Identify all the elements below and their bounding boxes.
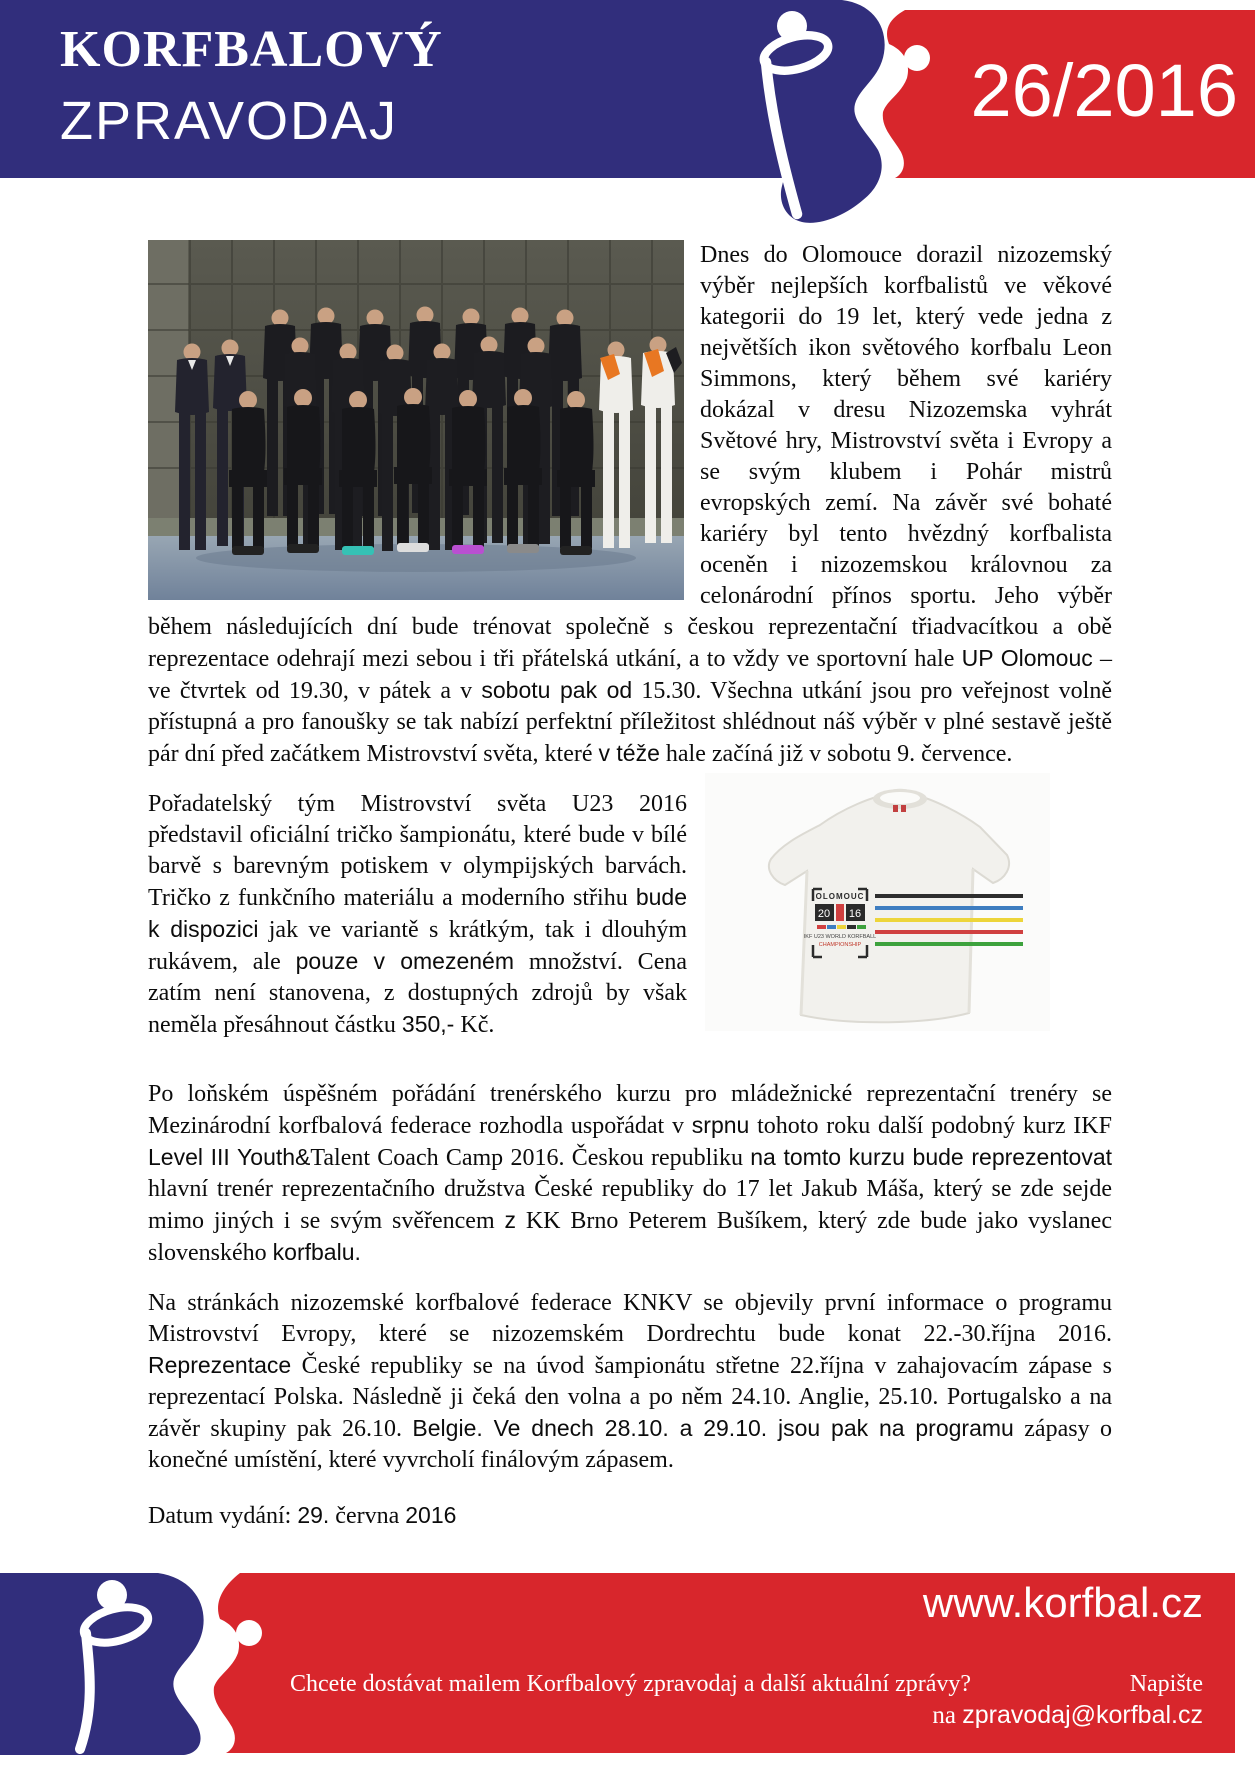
paragraph-coach-camp-text: Po loňském úspěšném pořádání trenérského kurzu pro mládežnické reprezentační trenéry se Mezinárodní korfbalová federace rozhodla uspořádat v srpnu tohoto roku další podobný kurz IKF Level III Youth&Talent Coach Camp 2016. Českou republiku na tomto kurzu bude reprezentovat hlavní trenér reprezentačního družstva České republiky do 17 let Jakub Máša, který se zde sejde mimo jiných i se svým svěřencem z KK Brno Peterem Bušíkem, který zde bude jako vyslanec slovenského korfbalu. [148,1081,1113,1266]
team-photo [148,240,684,600]
paragraph-u19-visit [148,240,1112,770]
paragraph-euro-championship-text: Na stránkách nizozemské korfbalové federace KNKV se objevily první informace o programu Mistrovství Evropy, které se nizozemském Dordrechtu bude konat 22.-30.října 2016. Reprezentace České republiky se na úvod šampionátu střetne 22.října v zahajovacím zápase s reprezentací Polska. Následně ji čeká den volna a po něm 24.10. Anglie, 25.10. Portugalsko a na závěr skupiny pak 26.10. Belgie. Ve dnech 28.10. a 29.10. jsou pak na programu zápasy o konečné umístění, které vyvrcholí finálovým zápasem. [148,1290,1113,1473]
issue-number: 26/2016 [970,49,1238,132]
newsletter-footer [0,1573,1260,1755]
publication-date [148,1500,1112,1532]
svg-text:IKF U23 WORLD KORFBALL: IKF U23 WORLD KORFBALL [803,934,877,940]
paragraph-coach-camp [148,1079,1112,1269]
paragraph-shirt [148,789,1112,1041]
subscribe-email-link[interactable] [932,1701,1203,1730]
email-prefix: na [932,1702,963,1729]
svg-text:20: 20 [817,908,831,920]
team-photo-image [148,240,684,600]
newsletter-title-line2: ZPRAVODAJ [60,91,399,151]
shirt-image [705,773,1050,1031]
publication-date-text: Datum vydání: 29. června 2016 [148,1502,457,1529]
footer-logo-head-dot [236,1620,262,1646]
newsletter-title-line1: KORFBALOVÝ [60,21,443,78]
logo-head-dot [904,45,930,71]
subscribe-cta-line1: Napište [1129,1671,1203,1697]
website-link[interactable]: www.korfbal.cz [922,1579,1203,1626]
paragraph-shirt-text: Pořadatelský tým Mistrovství světa U23 2016 představil oficiální tričko šampionátu, které bude v bílé barvě s barevným potiskem v olympijských barvách. Tričko z funkčního materiálu a moderního střihu bude k dispozici jak ve variantě s krátkým, tak i dlouhým rukávem, ale pouze v omezeném množství. Cena zatím není stanovena, z dostupných zdrojů by však neměla přesáhnout částku 350,- Kč. [148,791,687,1038]
article-body [148,240,1112,1532]
paragraph-u19-text: Dnes do Olomouce dorazil nizozemský výběr nejlepších korfbalistů ve věkové kategorii do 19 let, který vede jedna z největších ikon světového korfbalu Leon Simmons, který během své kariéry dokázal v dresu Nizozemska vyhrát Světové hry, Mistrovství světa i Evropy a se svým klubem i Pohár mistrů evropských zemí. Na závěr své bohaté kariéry byl tento hvězdný korfbalista oceněn i nizozemskou královnou za celonárodní přínos sportu. Jeho výběr během následujících dní bude trénovat společně s českou reprezentační třiadvacítkou a obě reprezentace odehrají mezi sebou i tři přátelská utkání, a to vždy ve sportovní hale UP Olomouc – ve čtvrtek od 19.30, v pátek a v sobotu pak od 15.30. Všechna utkání jsou pro veřejnost volně přístupná a pro fanoušky se tak nabízí perfektní příležitost shlédnout náš výběr v plné sestavě ještě pár dní před začátkem Mistrovství světa, které v téže hale začíná již v sobotu 9. července. [148,242,1113,767]
paragraph-euro-championship [148,1288,1112,1476]
svg-text:OLOMOUC: OLOMOUC [815,892,865,901]
svg-text:CHAMPIONSHIP: CHAMPIONSHIP [818,942,862,948]
subscribe-question: Chcete dostávat mailem Korfbalový zpravodaj a další aktuální zprávy? [290,1671,972,1697]
svg-text:16: 16 [848,908,862,920]
newsletter-header [0,0,1260,230]
championship-shirt-photo [705,773,1112,1031]
email-address[interactable]: zpravodaj@korfbal.cz [962,1701,1203,1729]
